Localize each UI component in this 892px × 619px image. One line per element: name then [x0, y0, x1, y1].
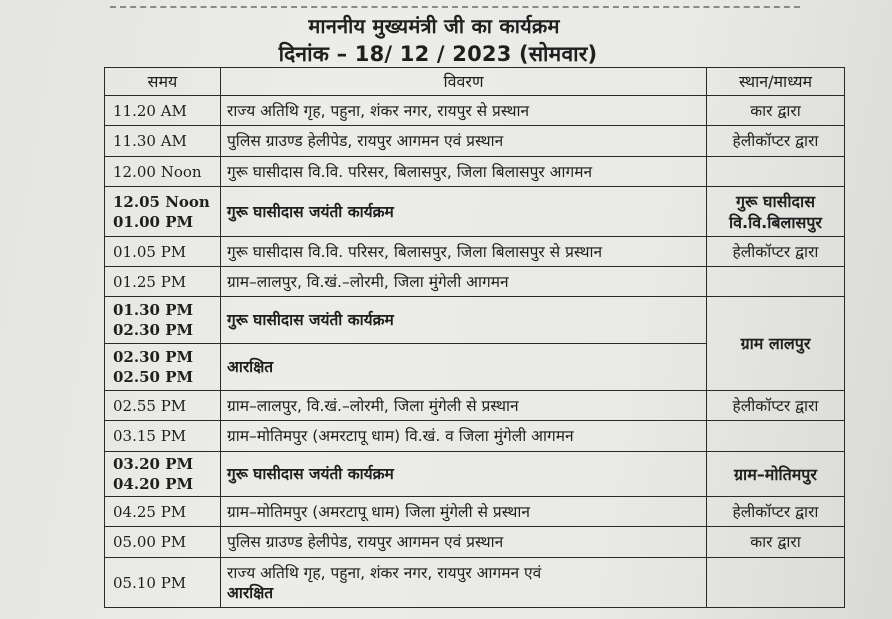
- column-header-time: समय: [105, 68, 221, 96]
- details-cell: पुलिस ग्राउण्ड हेलीपेड, रायपुर आगमन एवं प्रस्थान: [221, 126, 707, 157]
- column-header-place: स्थान/माध्यम: [707, 68, 845, 96]
- time-end: 02.50 PM: [113, 368, 194, 386]
- details-cell: आरक्षित: [221, 344, 707, 391]
- details-cell: गुरू घासीदास जयंती कार्यक्रम: [221, 452, 707, 497]
- details-cell: ग्राम–लालपुर, वि.खं.–लोरमी, जिला मुंगेली से प्रस्थान: [221, 391, 707, 421]
- time-start: 12.05 Noon: [113, 192, 210, 211]
- time-cell: 11.30 AM: [105, 126, 221, 157]
- top-rule: [110, 6, 800, 8]
- page-title: माननीय मुख्यमंत्री जी का कार्यक्रम: [308, 14, 560, 38]
- column-header-details: विवरण: [221, 68, 707, 96]
- place-cell: ग्राम–मोतिमपुर: [707, 452, 845, 497]
- place-cell: कार द्वारा: [707, 527, 845, 558]
- table-row: [105, 237, 845, 267]
- details-cell: [221, 558, 707, 608]
- details-cell: ग्राम–लालपुर, वि.खं.–लोरमी, जिला मुंगेली आगमन: [221, 267, 707, 297]
- details-line-1: राज्य अतिथि गृह, पहुना, शंकर नगर, रायपुर आगमन एवं: [227, 563, 542, 582]
- place-cell: [707, 558, 845, 608]
- table-row: [105, 267, 845, 297]
- time-cell: 03.15 PM: [105, 421, 221, 452]
- details-cell: पुलिस ग्राउण्ड हेलीपेड, रायपुर आगमन एवं प्रस्थान: [221, 527, 707, 558]
- place-cell: कार द्वारा: [707, 96, 845, 126]
- table-row: [105, 391, 845, 421]
- time-cell: 01.05 PM: [105, 237, 221, 267]
- time-end: 02.30 PM: [113, 321, 194, 339]
- place-cell: हेलीकॉप्टर द्वारा: [707, 497, 845, 527]
- details-cell: गुरू घासीदास जयंती कार्यक्रम: [221, 297, 707, 344]
- place-cell: हेलीकॉप्टर द्वारा: [707, 126, 845, 157]
- header-row: [105, 68, 845, 96]
- details-line-2: आरक्षित: [227, 583, 274, 602]
- time-cell: [105, 187, 221, 237]
- time-cell: 12.00 Noon: [105, 157, 221, 187]
- table-row: [105, 126, 845, 157]
- time-cell: 05.00 PM: [105, 527, 221, 558]
- time-start: 03.20 PM: [113, 455, 194, 473]
- table-row: [105, 187, 845, 237]
- place-cell: [707, 267, 845, 297]
- time-cell: 02.55 PM: [105, 391, 221, 421]
- place-cell: [707, 157, 845, 187]
- table-row: [105, 527, 845, 558]
- schedule-table: [104, 67, 845, 608]
- table-row: [105, 497, 845, 527]
- time-end: 01.00 PM: [113, 212, 194, 231]
- table-row: [105, 558, 845, 608]
- place-cell: [707, 421, 845, 452]
- time-cell: 05.10 PM: [105, 558, 221, 608]
- time-cell: [105, 344, 221, 391]
- details-cell: राज्य अतिथि गृह, पहुना, शंकर नगर, रायपुर से प्रस्थान: [221, 96, 707, 126]
- time-start: 02.30 PM: [113, 348, 194, 366]
- table-row: [105, 421, 845, 452]
- table-row: [105, 297, 845, 344]
- details-cell: ग्राम–मोतिमपुर (अमरटापू धाम) वि.खं. व जिला मुंगेली आगमन: [221, 421, 707, 452]
- place-cell: ग्राम लालपुर: [707, 297, 845, 391]
- details-cell: गुरू घासीदास वि.वि. परिसर, बिलासपुर, जिला बिलासपुर आगमन: [221, 157, 707, 187]
- time-cell: 04.25 PM: [105, 497, 221, 527]
- time-cell: 11.20 AM: [105, 96, 221, 126]
- time-end: 04.20 PM: [113, 475, 194, 493]
- place-cell: गुरू घासीदास वि.वि.बिलासपुर: [707, 187, 845, 237]
- time-cell: 01.25 PM: [105, 267, 221, 297]
- table-row: [105, 157, 845, 187]
- time-cell: [105, 452, 221, 497]
- table-row: [105, 96, 845, 126]
- details-cell: ग्राम–मोतिमपुर (अमरटापू धाम) जिला मुंगेली से प्रस्थान: [221, 497, 707, 527]
- table-row: [105, 452, 845, 497]
- time-start: 01.30 PM: [113, 301, 194, 319]
- details-cell: गुरू घासीदास वि.वि. परिसर, बिलासपुर, जिला बिलासपुर से प्रस्थान: [221, 237, 707, 267]
- place-cell: हेलीकॉप्टर द्वारा: [707, 237, 845, 267]
- time-cell: [105, 297, 221, 344]
- date-line: दिनांक – 18/ 12 / 2023 (सोमवार): [278, 42, 598, 66]
- place-cell: हेलीकॉप्टर द्वारा: [707, 391, 845, 421]
- details-cell: गुरू घासीदास जयंती कार्यक्रम: [221, 187, 707, 237]
